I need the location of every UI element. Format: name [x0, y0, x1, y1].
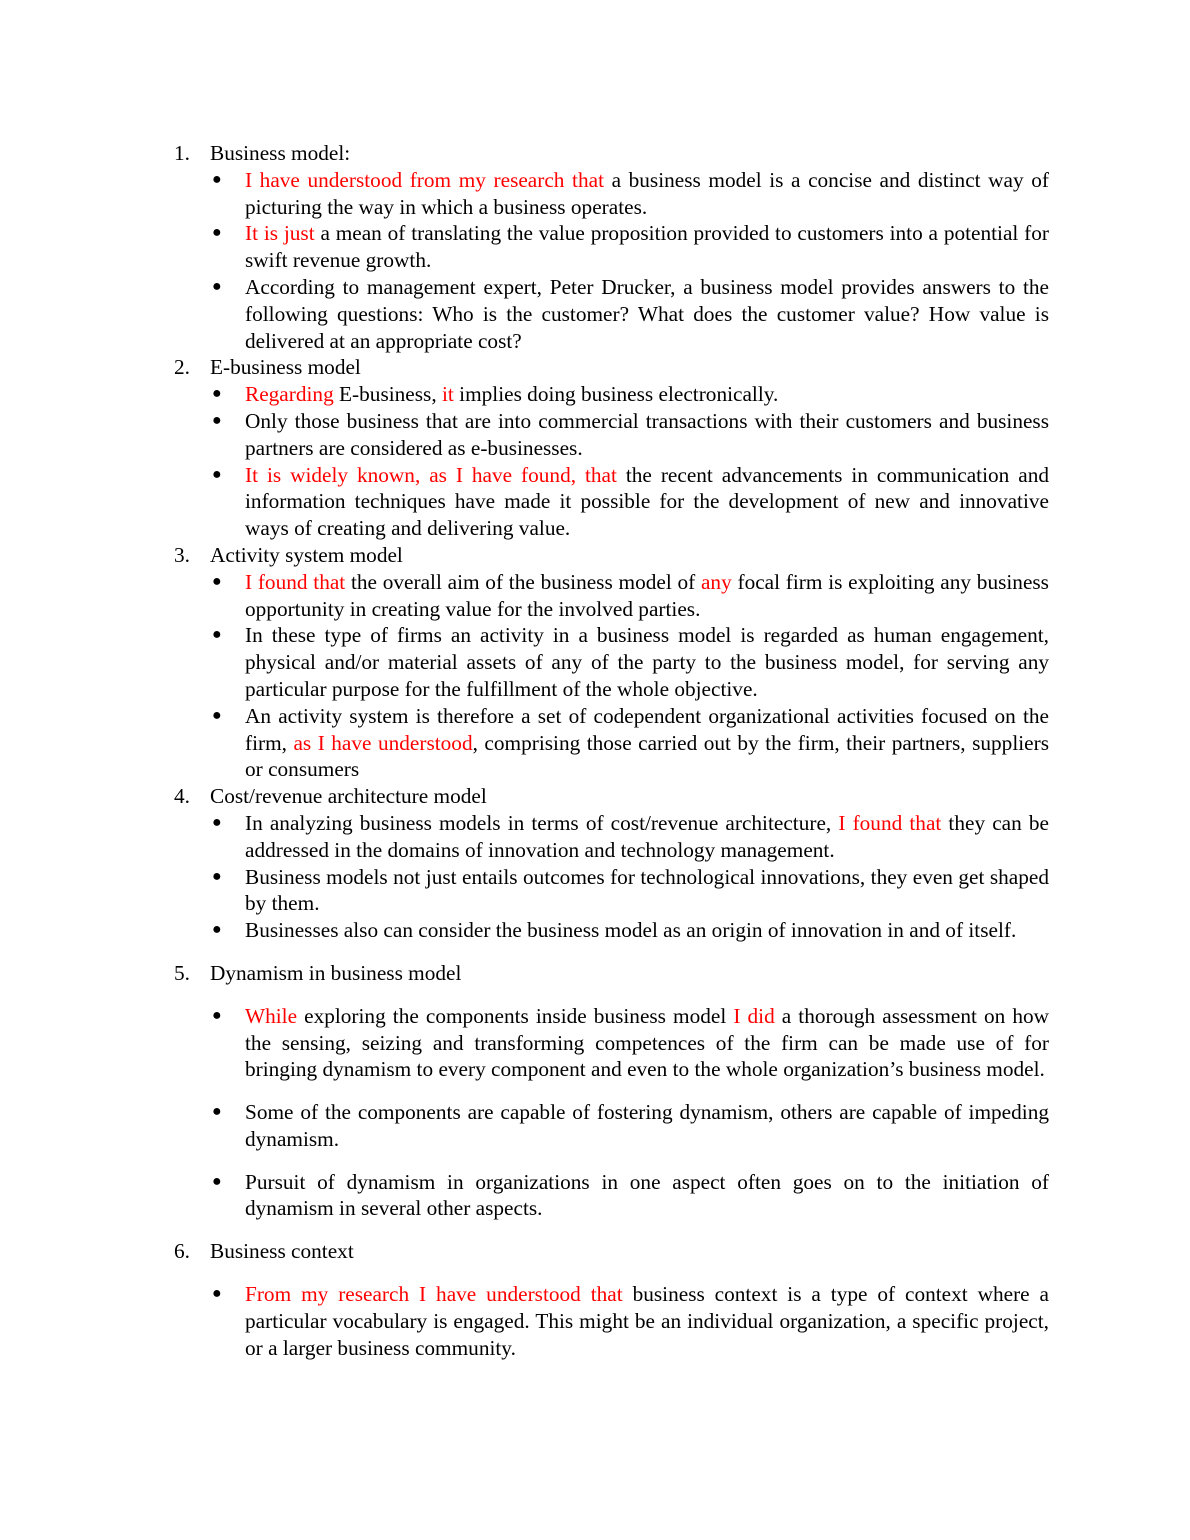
list-item [212, 1169, 1049, 1223]
body-text: Businesses also can consider the business model as an origin of innovation in and of itself. [245, 918, 1017, 943]
section-title: Activity system model [210, 542, 403, 567]
section-5 [0, 960, 1190, 1222]
highlighted-text: as I have understood [293, 730, 473, 755]
section-heading [0, 783, 1190, 810]
bullet-icon: ● [212, 706, 222, 724]
highlighted-text: any [700, 569, 732, 594]
list-item [212, 810, 1049, 864]
body-text: E-business, [333, 382, 442, 407]
section-2 [0, 354, 1190, 542]
body-text: they can be addressed in the domains of innovation and technology management. [245, 810, 1049, 862]
body-text: exploring the components inside business model [297, 1003, 734, 1028]
body-text: the overall aim of the business model of [345, 569, 701, 594]
list-item [212, 167, 1049, 221]
list-item [212, 1281, 1050, 1361]
section-number: 1. [174, 141, 190, 165]
document-page [0, 140, 1190, 1361]
section-6 [0, 1238, 1190, 1361]
section-heading [0, 1238, 1190, 1265]
section-heading [0, 354, 1190, 381]
body-text: , comprising those carried out by the firm, their partners, suppliers or consumers [245, 730, 1049, 782]
list-item [212, 462, 1049, 542]
bullet-icon: ● [212, 626, 222, 644]
body-text: business context is a type of context where a particular vocabulary is engaged. This might be an individual organization, a specific project, or a larger business community. [245, 1282, 1050, 1360]
body-text: Some of the components are capable of fostering dynamism, others are capable of impeding dynamism. [245, 1100, 1049, 1151]
bullet-list [0, 381, 1190, 542]
body-text: a mean of translating the value proposition provided to customers into a potential for swift revenue growth. [245, 221, 1049, 273]
section-title: E-business model [210, 355, 361, 380]
highlighted-text: I have understood from my research that [245, 167, 604, 192]
list-item [212, 1099, 1049, 1153]
section-heading [0, 960, 1190, 987]
highlighted-text: It is widely known, as I have found, that [245, 462, 617, 487]
body-text: Only those business that are into commercial transactions with their customers and business partners are considered as e-businesses. [245, 408, 1049, 460]
bullet-icon: ● [212, 1285, 222, 1303]
bullet-icon: ● [212, 921, 222, 939]
bullet-list [0, 1003, 1190, 1223]
list-item [212, 917, 1049, 944]
list-item [212, 408, 1049, 462]
highlighted-text: I found that [838, 810, 942, 835]
bullet-icon: ● [212, 1103, 222, 1121]
section-heading [0, 140, 1190, 167]
body-text: focal firm is exploiting any business opportunity in creating value for the involved parties. [245, 569, 1049, 621]
highlighted-text: It is just [245, 221, 315, 246]
list-item [212, 622, 1049, 702]
section-1 [0, 140, 1190, 354]
bullet-icon: ● [212, 1006, 222, 1024]
list-item [212, 703, 1049, 783]
section-heading [0, 542, 1190, 569]
body-text: Business models not just entails outcomes for technological innovations, they even get shaped by them. [245, 864, 1049, 916]
highlighted-text: I did [733, 1003, 775, 1028]
body-text: a business model is a concise and distinct way of picturing the way in which a business operates. [245, 167, 1049, 219]
body-text: the recent advancements in communication and information techniques have made it possible for the development of new and innovative ways of creating and delivering value. [245, 462, 1049, 541]
section-number: 5. [174, 960, 190, 985]
bullet-icon: ● [212, 1172, 222, 1190]
list-item [212, 864, 1049, 918]
body-text: According to management expert, Peter Drucker, a business model provides answers to the following questions: Who is the customer? What does the customer value? How value is delivered at an appropriate cost? [245, 274, 1049, 353]
section-3 [0, 542, 1190, 783]
bullet-icon: ● [212, 867, 222, 885]
section-title: Cost/revenue architecture model [210, 784, 487, 809]
bullet-icon: ● [212, 813, 222, 831]
highlighted-text: While [245, 1003, 298, 1028]
list-item [212, 1003, 1050, 1083]
list-item [212, 569, 1049, 623]
bullet-icon: ● [212, 277, 222, 295]
body-text: An activity system is therefore a set of codependent organizational activities focused on the firm, [245, 703, 1049, 755]
bullet-icon: ● [212, 170, 222, 188]
bullet-icon: ● [212, 224, 222, 242]
bullet-icon: ● [212, 385, 222, 403]
bullet-icon: ● [212, 572, 222, 590]
list-item [212, 220, 1049, 274]
bullet-list [0, 1281, 1190, 1361]
body-text: implies doing business electronically. [453, 382, 779, 407]
body-text: Pursuit of dynamism in organizations in one aspect often goes on to the initiation of dynamism in several other aspects. [245, 1169, 1049, 1221]
section-number: 2. [174, 355, 190, 380]
section-title: Business context [210, 1239, 354, 1264]
section-number: 4. [174, 784, 190, 809]
section-number: 3. [174, 542, 190, 567]
bullet-icon: ● [212, 411, 222, 429]
section-title: Dynamism in business model [210, 960, 462, 985]
highlighted-text: From my research I have understood that [245, 1282, 623, 1307]
section-number: 6. [174, 1239, 190, 1264]
highlighted-text: it [441, 382, 454, 407]
bullet-list [0, 810, 1190, 944]
highlighted-text: Regarding [245, 382, 334, 407]
bullet-list [0, 167, 1190, 355]
bullet-icon: ● [212, 465, 222, 483]
list-item [212, 274, 1049, 354]
body-text: In these type of firms an activity in a business model is regarded as human engagement, physical and/or material assets of any of the party to the business model, for serving any particular purpose for the fulfillment of the whole objective. [245, 623, 1049, 701]
highlighted-text: I found that [245, 569, 346, 594]
list-item [212, 381, 1049, 408]
section-title: Business model: [210, 141, 351, 165]
body-text: In analyzing business models in terms of cost/revenue architecture, [245, 810, 839, 835]
section-4 [0, 783, 1190, 944]
bullet-list [0, 569, 1190, 783]
body-text: a thorough assessment on how the sensing, seizing and transforming competences of the firm can be made use of for bringing dynamism to every component and even to the whole organization’s business model. [245, 1003, 1050, 1082]
